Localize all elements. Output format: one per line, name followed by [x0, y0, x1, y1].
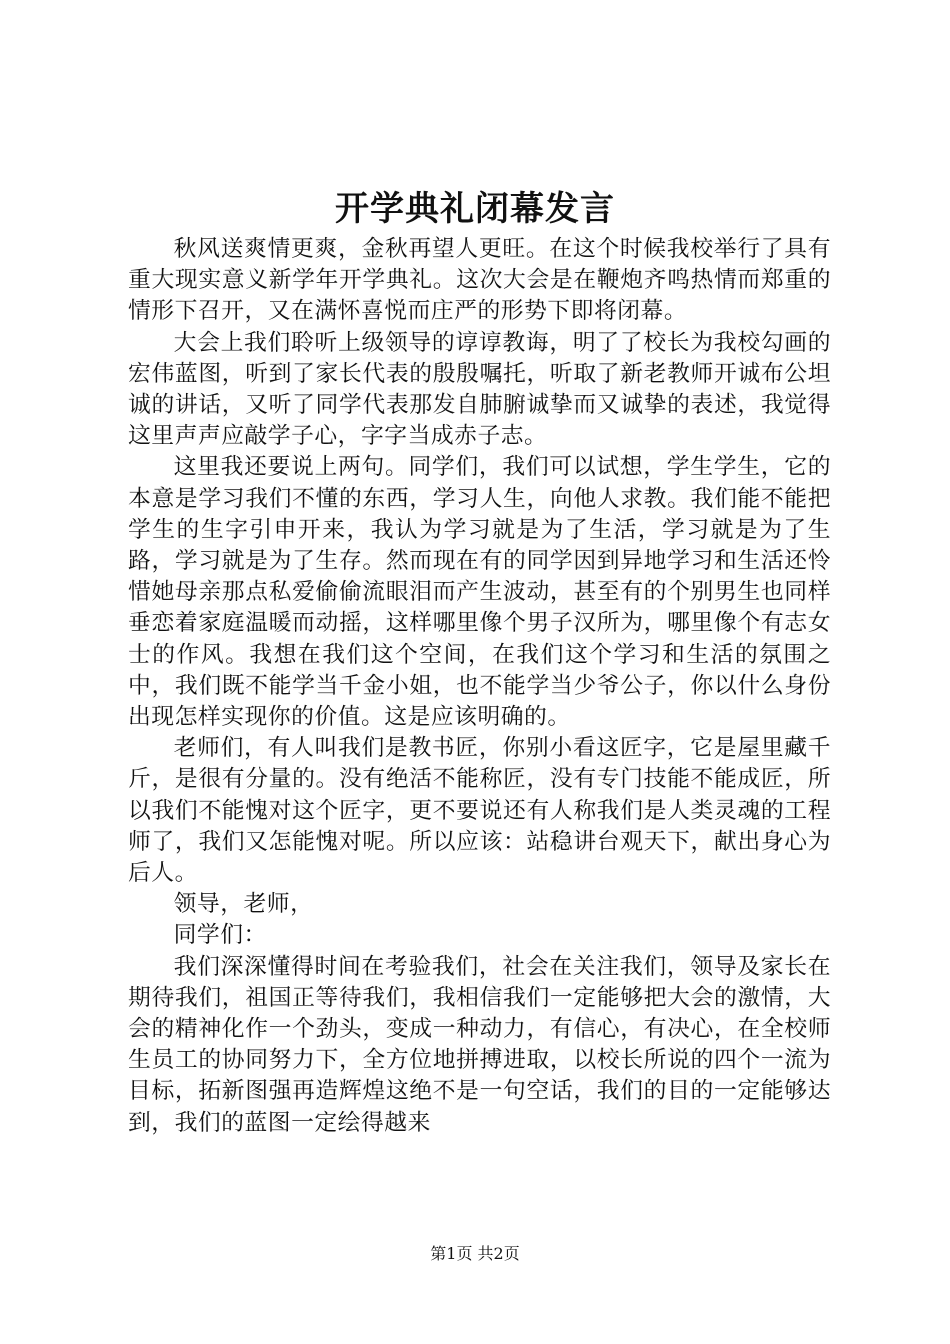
document-body: [128, 234, 831, 1139]
paragraph: 大会上我们聆听上级领导的谆谆教诲，明了了校长为我校勾画的宏伟蓝图，听到了家长代表的殷殷嘱托，听取了新老教师开诚布公坦诚的讲话，又听了同学代表那发自肺腑诚挚而又诚挚的表述，我觉得这里声声应敲学子心，字字当成赤子志。: [128, 329, 831, 450]
paragraph: 这里我还要说上两句。同学们，我们可以试想，学生学生，它的本意是学习我们不懂的东西，学习人生，向他人求教。我们能不能把学生的生字引申开来，我认为学习就是为了生活，学习就是为了生路，学习就是为了生存。然而现在有的同学因到异地学习和生活还怜惜她母亲那点私爱偷偷流眼泪而产生波动，甚至有的个别男生也同样垂恋着家庭温暖而动摇，这样哪里像个男子汉所为，哪里像个有志女士的作风。我想在我们这个空间，在我们这个学习和生活的氛围之中，我们既不能学当千金小姐，也不能学当少爷公子，你以什么身份出现怎样实现你的价值。这是应该明确的。: [128, 454, 831, 731]
salutation-line: 同学们：: [173, 922, 267, 949]
salutation-line: 领导，老师，: [173, 891, 314, 918]
paragraph: 我们深深懂得时间在考验我们，社会在关注我们，领导及家长在期待我们，祖国正等待我们，我相信我们一定能够把大会的激情，大会的精神化作一个劲头，变成一种动力，有信心，有决心，在全校师生员工的协同努力下，全方位地拼搏进取，以校长所说的四个一流为目标，拓新图强再造辉煌这绝不是一句空话，我们的目的一定能够达到，我们的蓝图一定绘得越来: [128, 953, 831, 1136]
page-number-footer: 第1页 共2页: [430, 1244, 520, 1263]
paragraph: 老师们，有人叫我们是教书匠，你别小看这匠字，它是屋里藏千斤，是很有分量的。没有绝活不能称匠，没有专门技能不能成匠，所以我们不能愧对这个匠字，更不要说还有人称我们是人类灵魂的工程师了，我们又怎能愧对呢。所以应该：站稳讲台观天下，献出身心为后人。: [128, 735, 831, 887]
document-title: 开学典礼闭幕发言: [335, 189, 615, 229]
paragraph: 秋风送爽情更爽，金秋再望人更旺。在这个时候我校举行了具有重大现实意义新学年开学典礼。这次大会是在鞭炮齐鸣热情而郑重的情形下召开，又在满怀喜悦而庄严的形势下即将闭幕。: [128, 236, 831, 325]
